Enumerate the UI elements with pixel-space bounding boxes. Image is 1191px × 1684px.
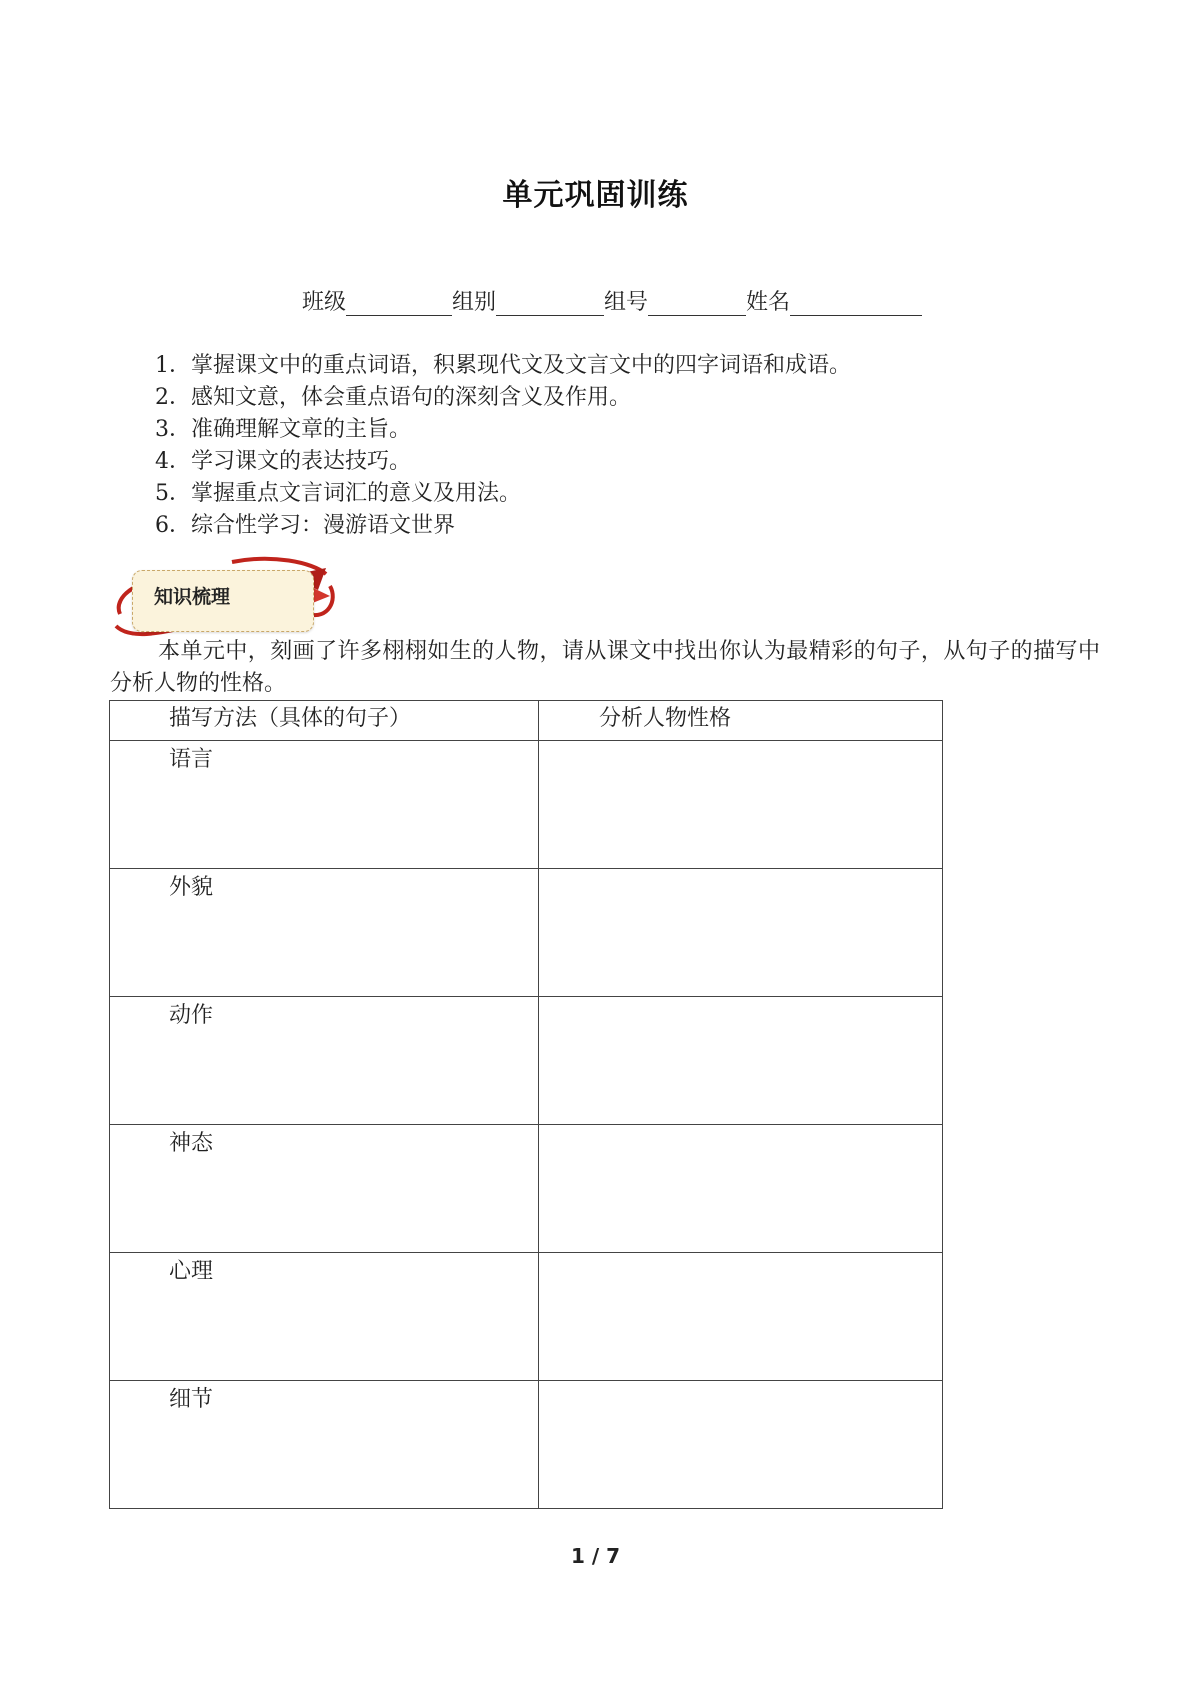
method-cell[interactable] (110, 997, 539, 1125)
method-cell[interactable] (110, 869, 539, 997)
badge-label: 知识梳理 (154, 586, 231, 608)
method-cell[interactable] (110, 1381, 539, 1509)
table-row (110, 1381, 943, 1509)
goal-item: 1．掌握课文中的重点词语，积累现代文及文言文中的四字词语和成语。 (155, 353, 851, 378)
method-cell[interactable] (110, 1125, 539, 1253)
table-row (110, 1253, 943, 1381)
table-row (110, 1125, 943, 1253)
column-header-analysis: 分析人物性格 (539, 701, 943, 741)
name-label: 姓名 (746, 290, 791, 315)
analysis-cell[interactable] (539, 1381, 943, 1509)
table-row (110, 741, 943, 869)
method-cell[interactable] (110, 741, 539, 869)
table-row (110, 869, 943, 997)
number-label: 组号 (604, 290, 649, 315)
table-row (110, 997, 943, 1125)
analysis-cell[interactable] (539, 741, 943, 869)
group-label: 组别 (452, 290, 497, 315)
row-label: 外貌 (169, 875, 214, 900)
class-blank[interactable] (346, 293, 452, 316)
goal-item: 6．综合性学习：漫游语文世界 (155, 513, 455, 538)
character-analysis-table (109, 700, 943, 1509)
row-label: 心理 (169, 1259, 214, 1284)
intro-paragraph: 本单元中，刻画了许多栩栩如生的人物，请从课文中找出你认为最精彩的句子，从句子的描写中分析人物的性格。 (110, 639, 1100, 696)
learning-goals (155, 350, 851, 542)
goal-item: 4．学习课文的表达技巧。 (155, 449, 411, 474)
name-blank[interactable] (790, 293, 922, 316)
analysis-cell[interactable] (539, 1253, 943, 1381)
column-header-method: 描写方法（具体的句子） (110, 701, 539, 741)
row-label: 细节 (169, 1387, 214, 1412)
method-cell[interactable] (110, 1253, 539, 1381)
class-label: 班级 (302, 290, 347, 315)
group-blank[interactable] (496, 293, 604, 316)
analysis-cell[interactable] (539, 1125, 943, 1253)
section-badge (112, 556, 344, 642)
page-title: 单元巩固训练 (502, 178, 689, 213)
number-blank[interactable] (648, 293, 746, 316)
page-number: 1 / 7 (570, 1544, 621, 1568)
row-label: 动作 (169, 1003, 214, 1028)
row-label: 神态 (169, 1131, 214, 1156)
row-label: 语言 (169, 747, 214, 772)
student-info-line (302, 285, 922, 316)
table-header-row (110, 701, 943, 741)
goal-item: 3．准确理解文章的主旨。 (155, 417, 411, 442)
analysis-cell[interactable] (539, 997, 943, 1125)
goal-item: 5．掌握重点文言词汇的意义及用法。 (155, 481, 521, 506)
goal-item: 2．感知文意，体会重点语句的深刻含义及作用。 (155, 385, 631, 410)
analysis-cell[interactable] (539, 869, 943, 997)
